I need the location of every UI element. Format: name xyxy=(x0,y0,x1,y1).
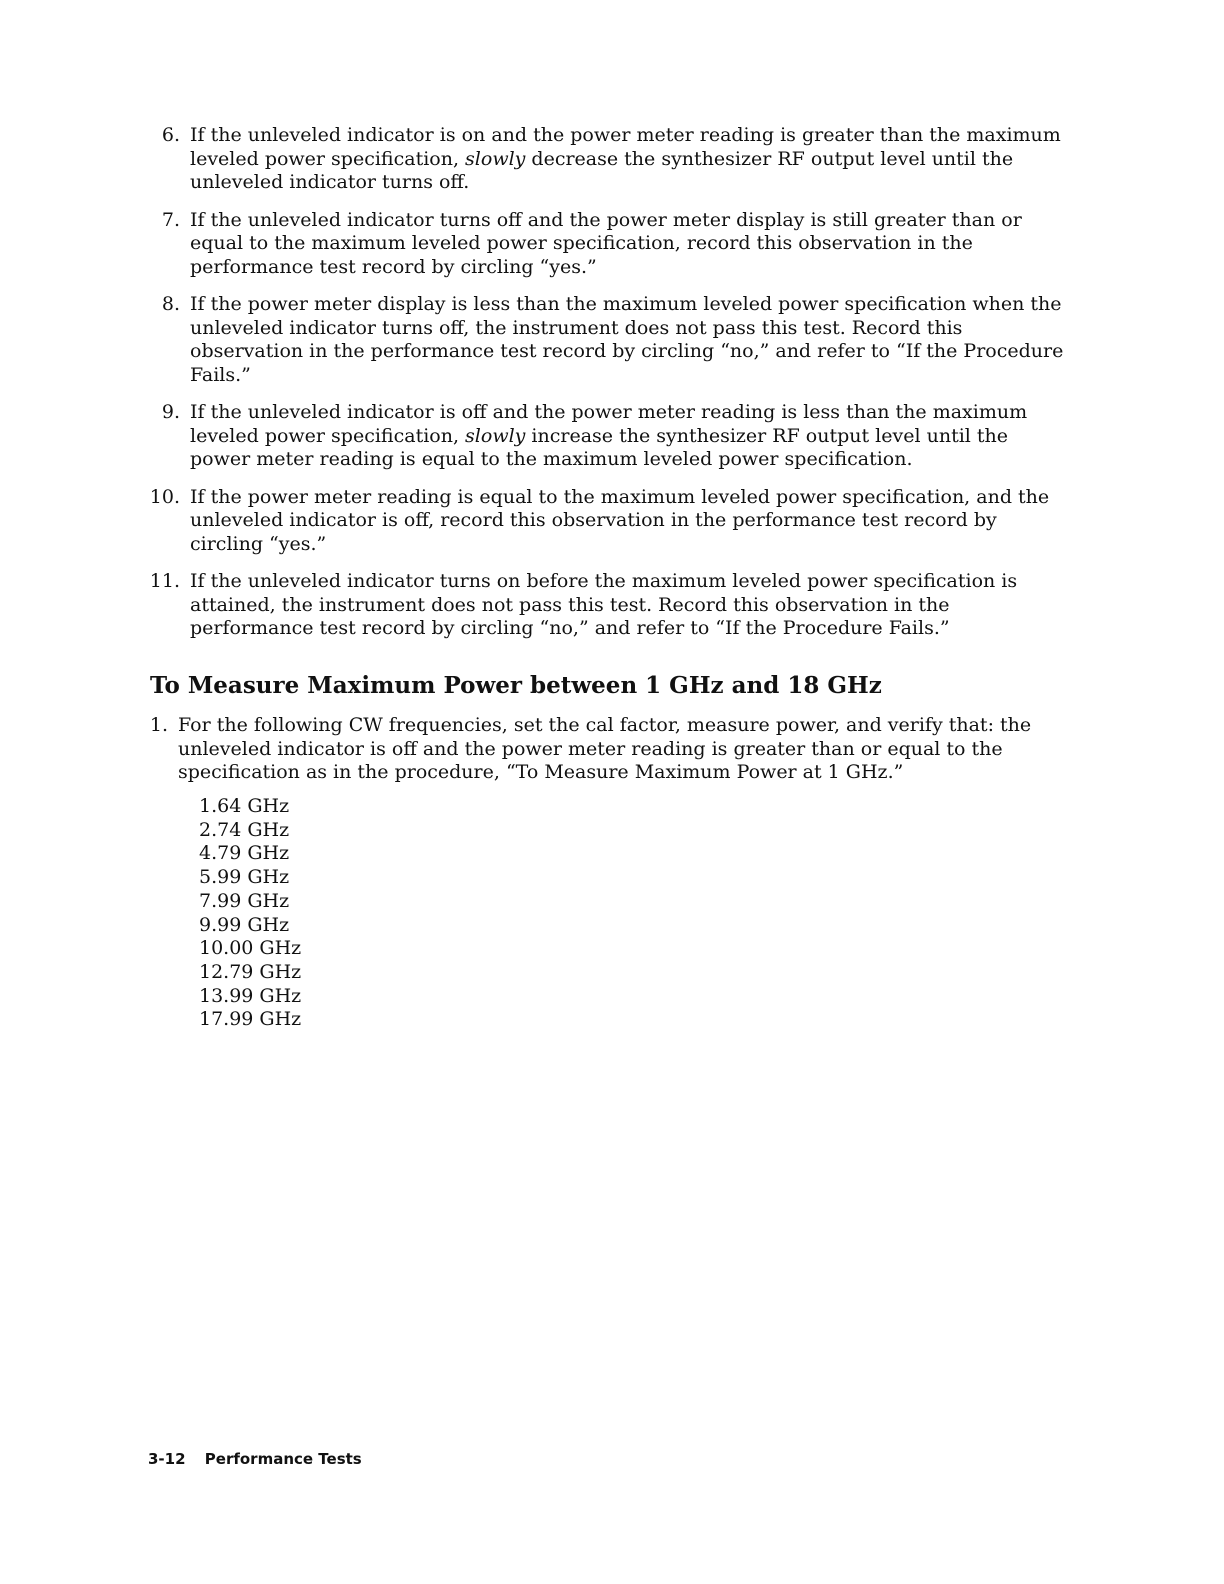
step-number: 11. xyxy=(149,570,180,592)
footer-section-title: Performance Tests xyxy=(204,1450,362,1468)
step-number: 7. xyxy=(161,208,180,231)
frequency-item: 2.74 GHz xyxy=(199,818,290,841)
procedure-step-1 xyxy=(136,714,1066,785)
step-number: 10. xyxy=(149,485,180,508)
step-text: If the unleveled indicator turns on before the maximum leveled power specification is attained, the instrument does not pass this test. Record this observation in the performance test record by circling “no,” and refer to “If the Procedure Fails.” xyxy=(190,570,1018,639)
procedure-step-10 xyxy=(148,486,1068,557)
frequency-item: 10.00 GHz xyxy=(199,937,302,960)
procedure-steps-continued xyxy=(148,124,1068,655)
section-heading: To Measure Maximum Power between 1 GHz and 18 GHz xyxy=(150,672,882,699)
procedure-step-6 xyxy=(148,124,1068,195)
step-emphasis: slowly xyxy=(465,424,526,447)
step-number: 9. xyxy=(161,401,180,423)
step-text: For the following CW frequencies, set the cal factor, measure power, and verify that: the unleveled indicator is off and the power meter reading is greater than or equal to the specification as in the procedure, “To Measure Maximum Power at 1 GHz.” xyxy=(178,714,1032,783)
step-emphasis: slowly xyxy=(465,147,526,170)
page-number: 3-12 xyxy=(148,1450,186,1468)
frequency-item: 13.99 GHz xyxy=(199,984,302,1007)
procedure-step-8 xyxy=(148,293,1068,387)
procedure-step-11 xyxy=(148,570,1068,641)
step-text-part: increase the synthesizer RF output level until the power meter reading is equal to the maximum leveled power specification. xyxy=(190,424,1009,470)
frequency-list xyxy=(199,795,301,1032)
step-text: If the power meter reading is equal to the maximum leveled power specification, and the unleveled indicator is off, record this observation in the performance test record by circling “yes.” xyxy=(190,485,1050,555)
frequency-item: 1.64 GHz xyxy=(199,795,290,817)
frequency-item: 12.79 GHz xyxy=(199,960,302,983)
procedure-step-9 xyxy=(148,401,1068,472)
step-text: If the power meter display is less than the maximum leveled power specification when the unleveled indicator turns off, the instrument does not pass this test. Record this observation in the performance test record by circling “no,” and refer to “If the Procedure Fails.” xyxy=(190,293,1064,386)
step-number: 1. xyxy=(149,714,168,736)
step-text-part: If the unleveled indicator is off and the power meter reading is less than the maximum leveled power specification, xyxy=(190,401,1028,447)
frequency-item: 4.79 GHz xyxy=(199,842,290,865)
frequency-item: 7.99 GHz xyxy=(199,889,290,912)
step-text: If the unleveled indicator turns off and the power meter display is still greater than or equal to the maximum leveled power specification, record this observation in the performance test record by circling “yes.” xyxy=(190,208,1022,278)
procedure-step-7 xyxy=(148,209,1068,280)
page-footer xyxy=(148,1450,362,1468)
section-steps xyxy=(136,714,1066,799)
frequency-item: 17.99 GHz xyxy=(199,1008,302,1031)
step-number: 8. xyxy=(161,293,180,315)
frequency-item: 5.99 GHz xyxy=(199,866,290,889)
step-text-part: If the unleveled indicator is on and the power meter reading is greater than the maximum leveled power specification, xyxy=(190,124,1061,170)
step-number: 6. xyxy=(161,124,180,146)
frequency-item: 9.99 GHz xyxy=(199,913,290,936)
step-text-part: decrease the synthesizer RF output level until the unleveled indicator turns off. xyxy=(190,147,1014,193)
